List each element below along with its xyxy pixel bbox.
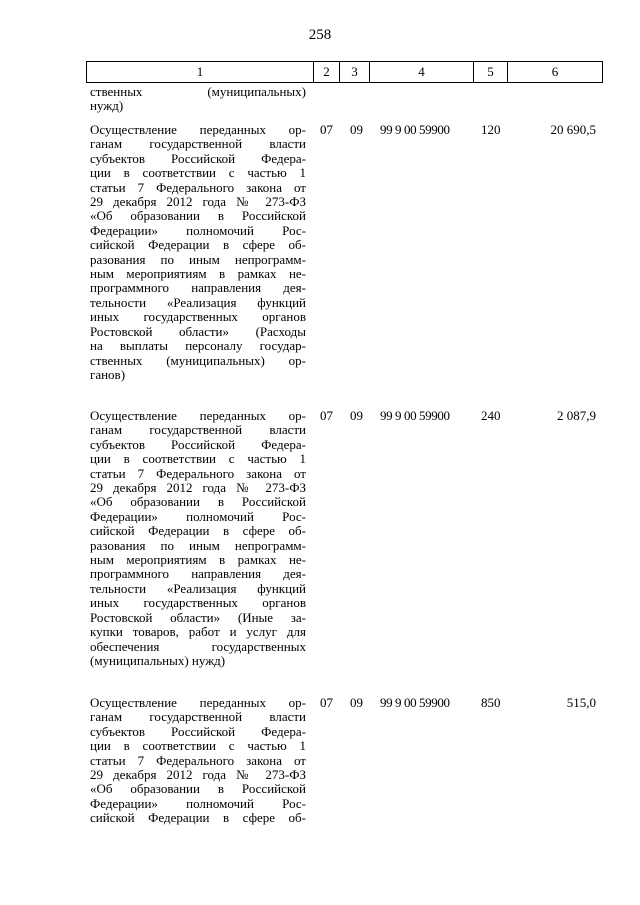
header-col-5: 5 (474, 62, 508, 83)
description-line: Ростовской области» (Расходы (90, 323, 306, 339)
row-3-section: 07 (320, 695, 333, 710)
row-1-description (90, 123, 306, 382)
description-line: ганам государственной власти (90, 422, 306, 438)
description-line: Осуществление переданных ор- (90, 408, 306, 423)
description-line: тельности «Реализация функций (90, 580, 306, 596)
description-line: ганам государственной власти (90, 136, 306, 152)
description-line: «Об образовании в Российской (90, 208, 306, 224)
description-line: тельности «Реализация функций (90, 294, 306, 310)
description-line: ганам государственной власти (90, 709, 306, 725)
description-line: (муниципальных) нужд) (90, 652, 226, 668)
description-line: сийской Федерации в сфере об- (90, 810, 306, 826)
continuation-line: нужд) (90, 98, 124, 114)
description-line: ганов) (90, 366, 126, 382)
row-2-amount: 2 087,9 (557, 408, 596, 423)
description-line: Федерации» полномочий Рос- (90, 508, 306, 524)
description-line: статьи 7 Федерального закона от (90, 465, 306, 481)
row-3-target-code: 99 9 00 59900 (380, 695, 450, 710)
description-line: ным мероприятиям в рамках не- (90, 552, 306, 568)
description-line: обеспечения государственных (90, 638, 306, 654)
description-line: Осуществление переданных ор- (90, 695, 306, 710)
description-line: ным мероприятиям в рамках не- (90, 266, 306, 282)
header-col-1: 1 (87, 62, 314, 83)
header-col-3: 3 (340, 62, 370, 83)
column-header-row (86, 61, 603, 83)
description-line: ции в соответствии с частью 1 (90, 451, 306, 467)
page-number: 258 (308, 27, 332, 43)
row-1-target-code: 99 9 00 59900 (380, 122, 450, 137)
description-line: ственных (муниципальных) ор- (90, 352, 306, 368)
description-line: статьи 7 Федерального закона от (90, 179, 306, 195)
description-line: разования по иным непрограмм- (90, 537, 306, 553)
description-line: субъектов Российской Федера- (90, 436, 306, 452)
description-line: ции в соответствии с частью 1 (90, 738, 306, 754)
row-3-expense-type: 850 (481, 695, 501, 710)
row-1-subsection: 09 (350, 122, 363, 137)
row-2-description (90, 409, 306, 668)
header-col-4: 4 (370, 62, 474, 83)
description-line: Осуществление переданных ор- (90, 122, 306, 137)
continuation-text (90, 85, 306, 114)
description-line: программного направления дея- (90, 280, 306, 296)
row-3-description (90, 696, 306, 826)
description-line: статьи 7 Федерального закона от (90, 752, 306, 768)
description-line: иных государственных органов (90, 309, 306, 325)
row-1-section: 07 (320, 122, 333, 137)
description-line: программного направления дея- (90, 566, 306, 582)
description-line: ции в соответствии с частью 1 (90, 165, 306, 181)
description-line: Федерации» полномочий Рос- (90, 222, 306, 238)
description-line: сийской Федерации в сфере об- (90, 523, 306, 539)
description-line: Федерации» полномочий Рос- (90, 795, 306, 811)
description-line: иных государственных органов (90, 595, 306, 611)
description-line: разования по иным непрограмм- (90, 251, 306, 267)
description-line: субъектов Российской Федера- (90, 723, 306, 739)
description-line: 29 декабря 2012 года № 273-ФЗ (90, 194, 306, 210)
description-line: «Об образовании в Российской (90, 494, 306, 510)
continuation-line: ственных (муниципальных) (90, 84, 306, 99)
description-line: «Об образовании в Российской (90, 781, 306, 797)
row-2-subsection: 09 (350, 408, 363, 423)
description-line: на выплаты персоналу государ- (90, 338, 306, 354)
row-3-amount: 515,0 (566, 695, 596, 710)
description-line: купки товаров, работ и услуг для (90, 624, 306, 640)
row-2-section: 07 (320, 408, 333, 423)
description-line: Ростовской области» (Иные за- (90, 609, 306, 625)
row-1-expense-type: 120 (481, 122, 501, 137)
row-2-expense-type: 240 (481, 408, 501, 423)
row-2-target-code: 99 9 00 59900 (380, 408, 450, 423)
row-3-subsection: 09 (350, 695, 363, 710)
description-line: 29 декабря 2012 года № 273-ФЗ (90, 767, 306, 783)
row-1-amount: 20 690,5 (550, 122, 596, 137)
description-line: 29 декабря 2012 года № 273-ФЗ (90, 480, 306, 496)
description-line: субъектов Российской Федера- (90, 150, 306, 166)
header-col-2: 2 (314, 62, 340, 83)
description-line: сийской Федерации в сфере об- (90, 237, 306, 253)
header-col-6: 6 (508, 62, 603, 83)
